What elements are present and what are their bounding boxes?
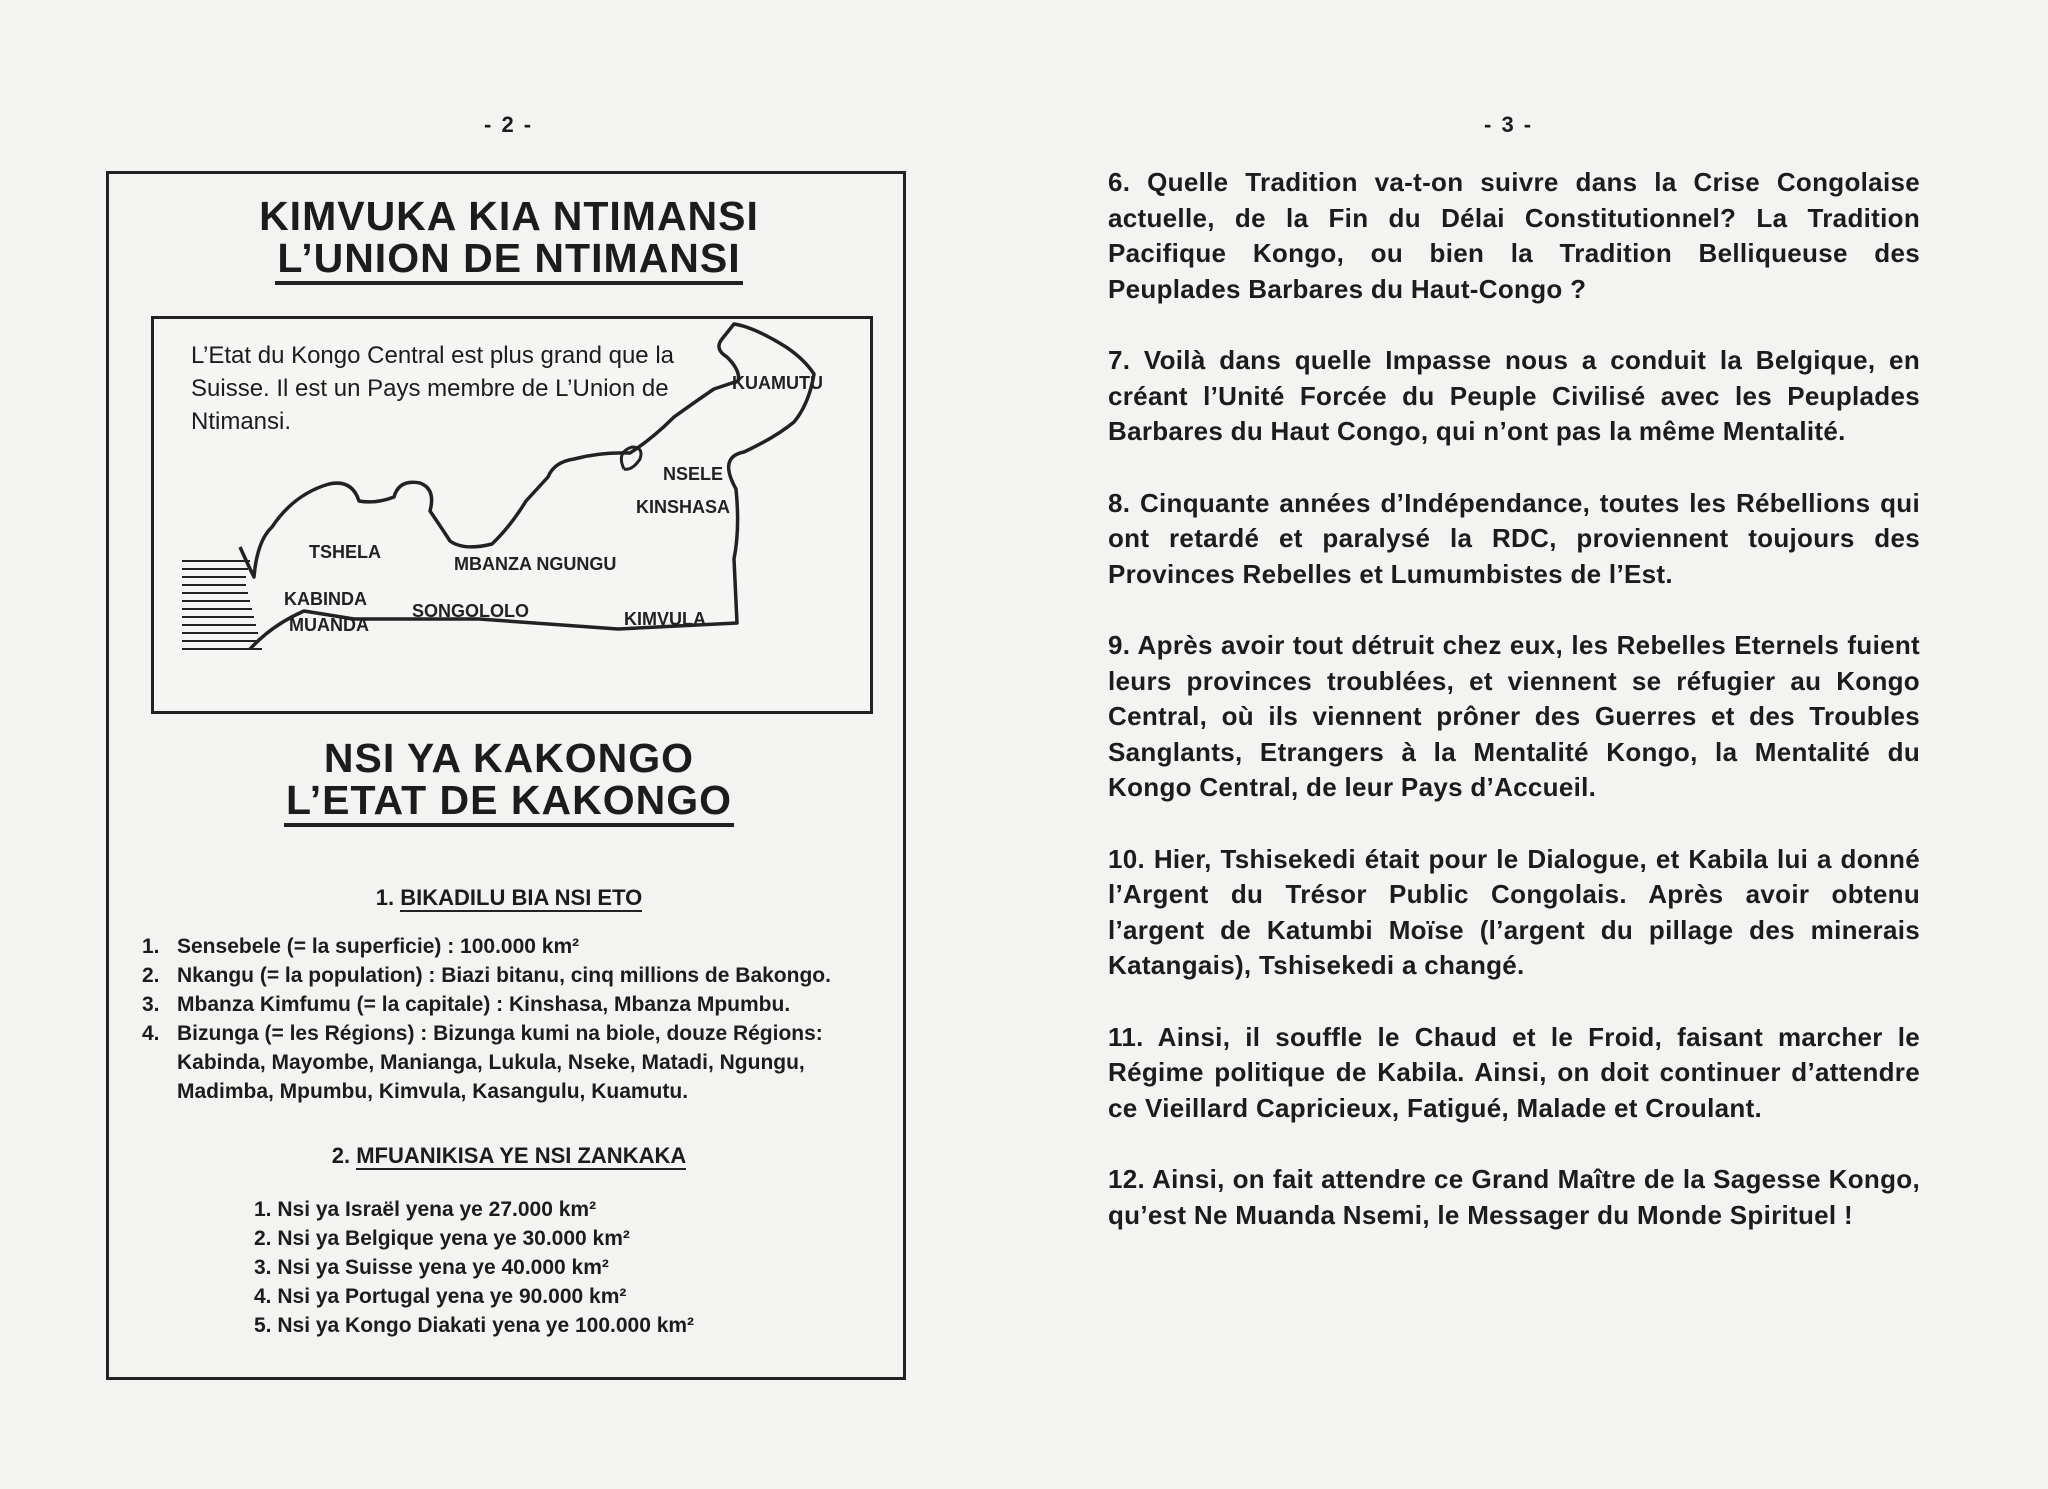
section1-title-text: BIKADILU BIA NSI ETO	[400, 885, 643, 910]
list-item-text: Bizunga (= les Régions) : Bizunga kumi na biole, douze Régions: Kabinda, Mayombe, Manianga, Lukula, Nseke, Matadi, Ngungu, Madimba, Mpumbu, Kimvula, Kasangulu, Kuamutu.	[177, 1022, 823, 1103]
page-number-right: - 3 -	[1484, 112, 1534, 137]
section1-list	[137, 932, 897, 1106]
map-label-kinshasa: KINSHASA	[636, 497, 731, 517]
list-item	[137, 990, 897, 1019]
list-item-text: Sensebele (= la superficie) : 100.000 km²	[177, 935, 580, 958]
union-title-line2-text: L’UNION DE NTIMANSI	[275, 235, 742, 285]
map-caption: L’Etat du Kongo Central est plus grand que la Suisse. Il est un Pays membre de L’Union de Ntimansi.	[191, 342, 674, 435]
section2-number: 2.	[331, 1143, 351, 1168]
list-item: 5. Nsi ya Kongo Diakati yena ye 100.000 km²	[254, 1314, 695, 1337]
paragraph-6: 6. Quelle Tradition va-t-on suivre dans la Crise Congolaise actuelle, de la Fin du Délai Constitutionnel? La Tradition Pacifique Kongo, ou bien la Tradition Belliqueuse des Peuplades Barbares du Haut-Congo ?	[1108, 167, 1920, 304]
section2-list	[254, 1195, 874, 1340]
map-label-songololo: SONGOLOLO	[412, 601, 529, 621]
map-label-kabinda: KABINDA	[284, 589, 367, 609]
paragraph-11: 11. Ainsi, il souffle le Chaud et le Froid, faisant marcher le Régime politique de Kabila. Ainsi, on doit continuer d’attendre ce Vieillard Capricieux, Fatigué, Malade et Croulant.	[1108, 1021, 1920, 1123]
union-title-line1: KIMVUKA KIA NTIMANSI	[259, 193, 759, 239]
map-label-kuamutu: KUAMUTU	[732, 373, 823, 393]
paragraph-9: 9. Après avoir tout détruit chez eux, les Rebelles Eternels fuient leurs provinces troublées, et viennent se réfugier au Kongo Central, où ils viennent prôner des Guerres et des Troubles Sanglants, Etrangers à la Mentalité Kongo, la Mentalité du Kongo Central, de leur Pays d’Accueil.	[1108, 630, 1920, 802]
list-item	[137, 961, 897, 990]
list-item	[137, 932, 897, 961]
paragraph-7: 7. Voilà dans quelle Impasse nous a conduit la Belgique, en créant l’Unité Forcée du Peuple Civilisé avec les Peuplades Barbares du Haut Congo, qui n’ont pas la même Mentalité.	[1108, 345, 1920, 446]
map-label-kimvula: KIMVULA	[624, 609, 706, 629]
map-label-muanda: MUANDA	[289, 615, 369, 635]
map-label-nsele: NSELE	[663, 464, 724, 484]
list-item: 2. Nsi ya Belgique yena ye 30.000 km²	[254, 1227, 630, 1250]
state-title-line2-text: L’ETAT DE KAKONGO	[284, 777, 734, 827]
list-item-number: 4.	[142, 1022, 160, 1045]
paragraph-12: 12. Ainsi, on fait attendre ce Grand Maître de la Sagesse Kongo, qu’est Ne Muanda Nsemi, le Messager du Monde Spirituel !	[1108, 1164, 1920, 1230]
section1-title	[109, 885, 909, 911]
section1-number: 1.	[375, 885, 395, 910]
right-page-text	[1108, 165, 1920, 1269]
map-label-tshela: TSHELA	[309, 542, 381, 562]
paragraph-10: 10. Hier, Tshisekedi était pour le Dialogue, et Kabila lui a donné l’Argent du Trésor Public Congolais. Après avoir obtenu l’argent de Katumbi Moïse (l’argent du pillage des minerais Katangais), Tshisekedi a changé.	[1108, 843, 1920, 980]
left-page-frame	[106, 171, 906, 1380]
list-item-number: 2.	[142, 964, 160, 987]
map-label-mbanza-ngungu: MBANZA NGUNGU	[454, 554, 617, 574]
list-item-text: Nkangu (= la population) : Biazi bitanu, cinq millions de Bakongo.	[177, 964, 831, 987]
state-title-line2	[109, 778, 909, 823]
map-box	[151, 316, 873, 714]
page-number-left: - 2 -	[484, 112, 534, 137]
section2-title	[109, 1143, 909, 1169]
paragraph-8: 8. Cinquante années d’Indépendance, toutes les Rébellions qui ont retardé et paralysé la RDC, proviennent toujours des Provinces Rebelles et Lumumbistes de l’Est.	[1108, 487, 1920, 589]
list-item: 4. Nsi ya Portugal yena ye 90.000 km²	[254, 1285, 627, 1308]
list-item: 1. Nsi ya Israël yena ye 27.000 km²	[254, 1198, 597, 1221]
list-item-number: 3.	[142, 993, 160, 1016]
list-item-text: Mbanza Kimfumu (= la capitale) : Kinshasa, Mbanza Mpumbu.	[177, 993, 791, 1016]
list-item: 3. Nsi ya Suisse yena ye 40.000 km²	[254, 1256, 609, 1279]
union-title-line2	[109, 236, 909, 281]
list-item	[137, 1019, 897, 1106]
state-title-line1: NSI YA KAKONGO	[323, 735, 695, 781]
section2-title-text: MFUANIKISA YE NSI ZANKAKA	[356, 1143, 687, 1168]
list-item-number: 1.	[142, 935, 160, 958]
